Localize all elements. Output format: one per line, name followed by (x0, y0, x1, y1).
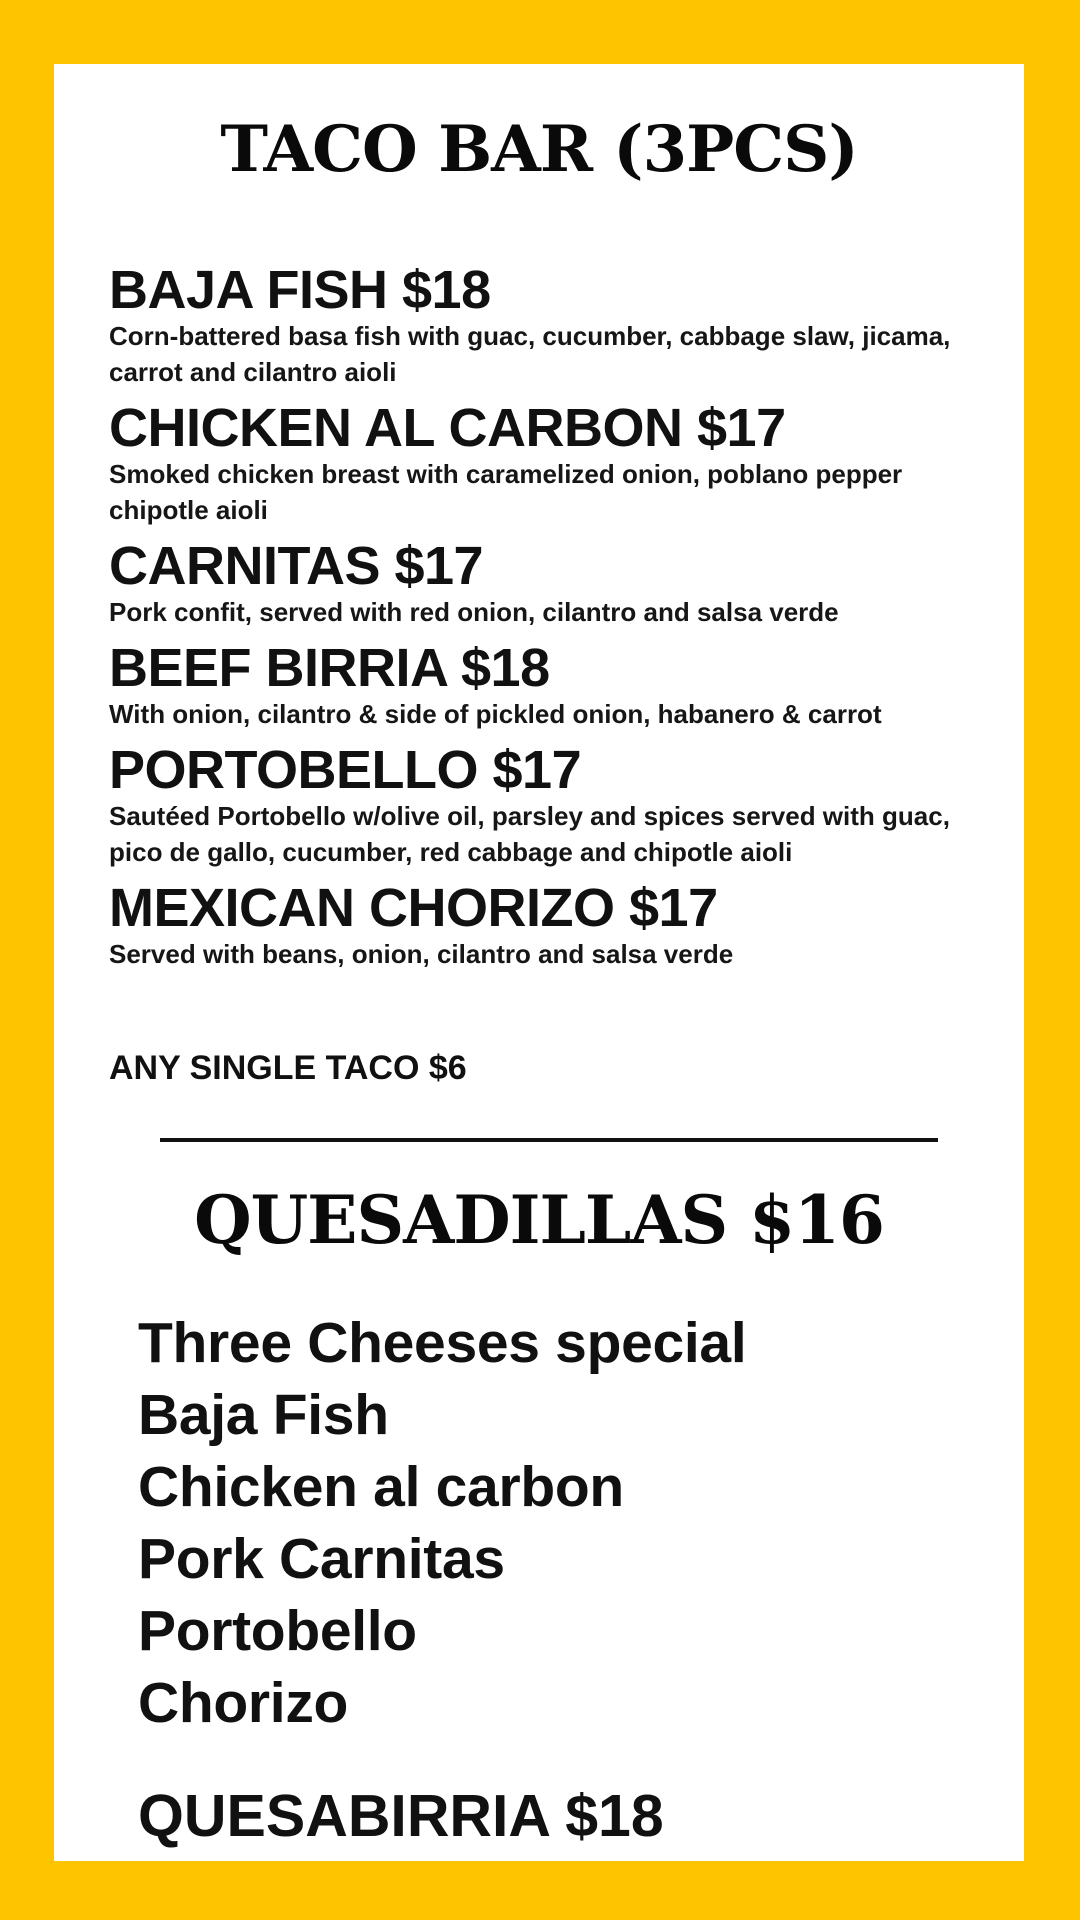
section-divider (160, 1138, 938, 1142)
menu-card (54, 64, 1024, 1861)
taco-item-mexican-chorizo (109, 878, 989, 972)
taco-item-carnitas (109, 536, 989, 630)
taco-item-description: Corn-battered basa fish with guac, cucumber, cabbage slaw, jicama, carrot and cilantro aioli (109, 321, 951, 387)
quesadilla-item: Baja Fish (138, 1383, 389, 1447)
quesadilla-item: Portobello (138, 1599, 417, 1663)
quesadilla-list (138, 1307, 998, 1739)
taco-item-name: CHICKEN AL CARBON $17 (109, 398, 786, 458)
taco-item-description: With onion, cilantro & side of pickled onion, habanero & carrot (109, 699, 882, 729)
quesabirria-price: QUESABIRRIA $18 (138, 1783, 664, 1849)
quesadilla-item: Chorizo (138, 1671, 349, 1735)
quesadilla-item: Chicken al carbon (138, 1455, 624, 1519)
quesadillas-title: QUESADILLAS $16 (194, 1181, 884, 1259)
taco-item-description: Served with beans, onion, cilantro and salsa verde (109, 939, 734, 969)
taco-item-beef-birria (109, 638, 989, 732)
taco-item-name: MEXICAN CHORIZO $17 (109, 878, 718, 938)
taco-item-description: Sautéed Portobello w/olive oil, parsley and spices served with guac, pico de gallo, cucumber, red cabbage and chipotle aioli (109, 801, 950, 867)
taco-item-description: Pork confit, served with red onion, cilantro and salsa verde (109, 597, 839, 627)
taco-item-baja-fish (109, 260, 989, 390)
taco-list (109, 260, 989, 980)
quesadilla-item: Pork Carnitas (138, 1527, 505, 1591)
quesadilla-item: Three Cheeses special (138, 1311, 747, 1375)
taco-item-chicken-al-carbon (109, 398, 989, 528)
taco-item-name: BAJA FISH $18 (109, 260, 491, 320)
taco-bar-title: TACO BAR (3PCS) (220, 112, 858, 187)
single-taco-price: ANY SINGLE TACO $6 (109, 1049, 467, 1087)
taco-item-name: BEEF BIRRIA $18 (109, 638, 550, 698)
taco-item-name: PORTOBELLO $17 (109, 740, 582, 800)
taco-item-description: Smoked chicken breast with caramelized onion, poblano pepper chipotle aioli (109, 459, 903, 525)
taco-item-portobello (109, 740, 989, 870)
taco-item-name: CARNITAS $17 (109, 536, 484, 596)
